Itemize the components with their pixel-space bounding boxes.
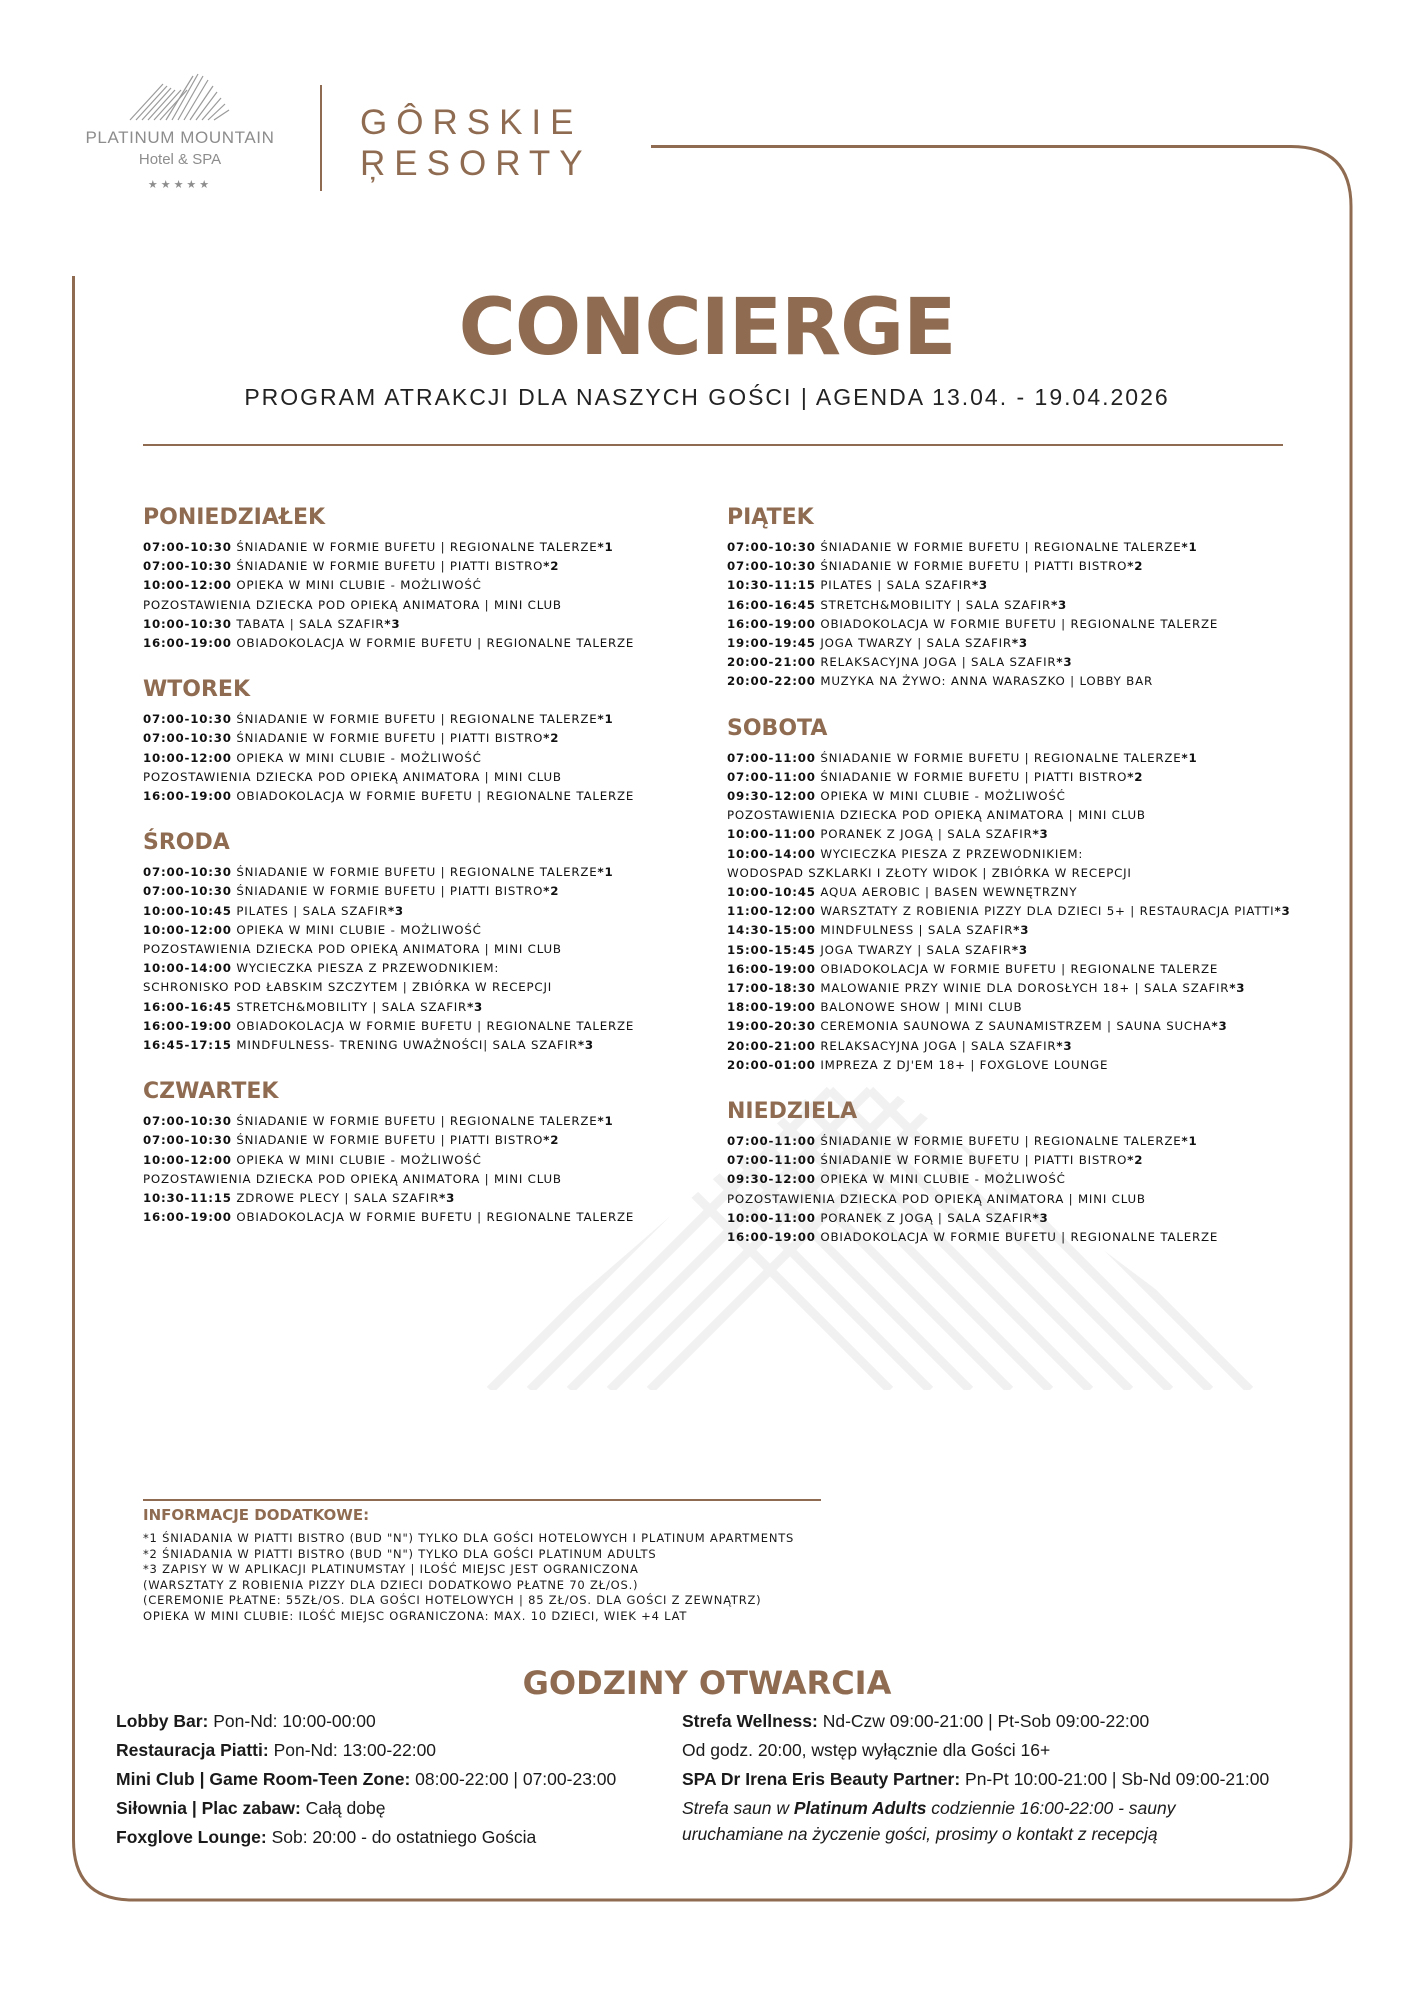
event-text: OBIADOKOLACJA W FORMIE BUFETU | REGIONALNE TALERZE xyxy=(236,1018,635,1033)
day-wtorek xyxy=(143,677,713,806)
event-text: POZOSTAWIENIA DZIECKA POD OPIEKĄ ANIMATORA | MINI CLUB xyxy=(143,942,562,957)
hours-value: 08:00-22:00 | 07:00-23:00 xyxy=(410,1769,617,1789)
event-text: ŚNIADANIE W FORMIE BUFETU | PIATTI BISTRO xyxy=(236,559,544,574)
event-time: 16:00-19:00 xyxy=(727,961,816,976)
event-time: 10:00-10:45 xyxy=(727,885,816,900)
event-text: ŚNIADANIE W FORMIE BUFETU | PIATTI BISTRO xyxy=(236,1133,544,1148)
event-row xyxy=(727,1190,1297,1209)
page-subtitle: PROGRAM ATRAKCJI DLA NASZYCH GOŚCI | AGENDA 13.04. - 19.04.2026 xyxy=(244,384,1170,410)
hours-value: Od godz. 20:00, wstęp wyłącznie dla Gości 16+ xyxy=(682,1740,1051,1760)
event-row xyxy=(727,998,1297,1017)
event-text: OBIADOKOLACJA W FORMIE BUFETU | REGIONALNE TALERZE xyxy=(236,1210,635,1225)
event-text: AQUA AEROBIC | BASEN WEWNĘTRZNY xyxy=(820,885,1078,900)
event-footnote: *3 xyxy=(1211,1019,1228,1034)
hours-value: Nd-Czw 09:00-21:00 | Pt-Sob 09:00-22:00 xyxy=(817,1711,1150,1731)
hotel-name: PLATINUM MOUNTAIN xyxy=(85,128,275,147)
event-row xyxy=(143,710,713,729)
event-time: 10:30-11:15 xyxy=(727,578,816,593)
event-time: 10:00-14:00 xyxy=(727,846,816,861)
hours-label: SPA Dr Irena Eris Beauty Partner: xyxy=(682,1769,961,1789)
event-time: 07:00-10:30 xyxy=(727,559,816,574)
day-piatek xyxy=(727,505,1297,692)
event-row xyxy=(727,883,1297,902)
event-row xyxy=(143,787,713,806)
event-time: 10:00-11:00 xyxy=(727,1210,816,1225)
hours-line xyxy=(116,1823,616,1852)
event-text: WYCIECZKA PIESZA Z PRZEWODNIKIEM: xyxy=(820,846,1084,861)
event-text: BALONOWE SHOW | MINI CLUB xyxy=(820,1000,1023,1015)
event-time: 07:00-11:00 xyxy=(727,750,816,765)
event-text: MALOWANIE PRZY WINIE DLA DOROSŁYCH 18+ | SALA SZAFIR xyxy=(820,981,1230,996)
event-row xyxy=(143,1189,713,1208)
hours-left-column xyxy=(116,1707,616,1852)
hours-line xyxy=(682,1707,1269,1736)
event-row xyxy=(727,1056,1297,1075)
event-row xyxy=(143,634,713,653)
event-text: OPIEKA W MINI CLUBIE - MOŻLIWOŚĆ xyxy=(820,1172,1066,1187)
event-footnote: *3 xyxy=(1011,942,1028,957)
event-row xyxy=(143,940,713,959)
event-text: ŚNIADANIE W FORMIE BUFETU | REGIONALNE TALERZE xyxy=(236,540,598,554)
event-text: ŚNIADANIE W FORMIE BUFETU | REGIONALNE TALERZE xyxy=(820,540,1182,554)
event-time: 07:00-10:30 xyxy=(143,712,232,727)
hours-right-column xyxy=(682,1707,1269,1846)
event-text: SCHRONISKO POD ŁABSKIM SZCZYTEM | ZBIÓRKA W RECEPCJI xyxy=(143,980,553,995)
group-logo-line-1: GÔRSKIE xyxy=(360,103,583,142)
event-time: 16:00-19:00 xyxy=(143,1018,232,1033)
event-footnote: *2 xyxy=(543,884,560,899)
event-text: PILATES | SALA SZAFIR xyxy=(236,903,388,918)
event-footnote: *1 xyxy=(597,1114,614,1129)
platinum-mountain-logo xyxy=(70,70,290,191)
event-time: 15:00-15:45 xyxy=(727,942,816,957)
event-text: OBIADOKOLACJA W FORMIE BUFETU | REGIONALNE TALERZE xyxy=(236,636,635,651)
event-time: 16:00-16:45 xyxy=(727,597,816,612)
hours-label: Siłownia | Plac zabaw: xyxy=(116,1798,301,1818)
event-row xyxy=(727,615,1297,634)
hours-value: Pon-Nd: 10:00-00:00 xyxy=(208,1711,376,1731)
sauna-note-bold: Platinum Adults xyxy=(793,1798,927,1818)
event-time: 19:00-19:45 xyxy=(727,636,816,651)
hours-value: Pn-Pt 10:00-21:00 | Sb-Nd 09:00-21:00 xyxy=(960,1769,1270,1789)
event-time: 10:00-10:45 xyxy=(143,903,232,918)
event-row xyxy=(727,749,1297,768)
event-row xyxy=(727,921,1297,940)
event-list xyxy=(727,749,1297,1075)
event-row xyxy=(143,749,713,768)
event-time: 07:00-10:30 xyxy=(143,1114,232,1129)
event-text: ŚNIADANIE W FORMIE BUFETU | PIATTI BISTRO xyxy=(820,769,1128,784)
event-text: OPIEKA W MINI CLUBIE - MOŻLIWOŚĆ xyxy=(236,578,482,593)
event-time: 07:00-10:30 xyxy=(143,731,232,746)
event-row xyxy=(727,672,1297,691)
event-row xyxy=(727,1228,1297,1247)
event-time: 14:30-15:00 xyxy=(727,923,816,938)
event-row xyxy=(727,845,1297,864)
event-footnote: *2 xyxy=(1127,559,1144,574)
event-row xyxy=(727,634,1297,653)
day-title: SOBOTA xyxy=(727,715,828,741)
event-time: 09:30-12:00 xyxy=(727,1172,816,1187)
event-row xyxy=(727,1037,1297,1056)
event-row xyxy=(727,1170,1297,1189)
group-logo-line-2: ŖESORTY xyxy=(360,144,592,183)
event-time: 10:00-12:00 xyxy=(143,750,232,765)
event-time: 16:45-17:15 xyxy=(143,1038,232,1053)
event-row xyxy=(727,653,1297,672)
event-row xyxy=(143,576,713,595)
event-text: ŚNIADANIE W FORMIE BUFETU | REGIONALNE TALERZE xyxy=(820,1134,1182,1149)
event-footnote: *2 xyxy=(543,1133,560,1148)
event-time: 20:00-21:00 xyxy=(727,655,816,670)
event-time: 17:00-18:30 xyxy=(727,981,816,996)
event-row xyxy=(727,596,1297,615)
event-footnote: *1 xyxy=(597,865,614,880)
event-time: 07:00-10:30 xyxy=(143,865,232,880)
day-sroda xyxy=(143,830,713,1055)
event-text: ŚNIADANIE W FORMIE BUFETU | REGIONALNE TALERZE xyxy=(236,712,598,727)
hours-line xyxy=(116,1707,616,1736)
event-time: 07:00-11:00 xyxy=(727,1134,816,1149)
info-divider xyxy=(143,1499,821,1501)
event-row xyxy=(727,806,1297,825)
day-title: ŚRODA xyxy=(143,830,230,856)
event-row xyxy=(143,902,713,921)
event-row xyxy=(143,978,713,997)
day-title: NIEDZIELA xyxy=(727,1099,858,1125)
event-footnote: *1 xyxy=(597,540,614,554)
info-line: OPIEKA W MINI CLUBIE: ILOŚĆ MIEJSC OGRANICZONA: MAX. 10 DZIECI, WIEK +4 LAT xyxy=(143,1608,688,1623)
event-footnote: *3 xyxy=(1011,636,1028,651)
event-time: 20:00-21:00 xyxy=(727,1038,816,1053)
hours-label: Restauracja Piatti: xyxy=(116,1740,269,1760)
event-row xyxy=(143,1151,713,1170)
event-row xyxy=(727,864,1297,883)
event-footnote: *3 xyxy=(1051,597,1068,612)
event-text: OBIADOKOLACJA W FORMIE BUFETU | REGIONALNE TALERZE xyxy=(820,961,1219,976)
event-text: STRETCH&MOBILITY | SALA SZAFIR xyxy=(236,999,468,1014)
event-text: MINDFULNESS- TRENING UWAŻNOŚCI| SALA SZAFIR xyxy=(236,1038,578,1053)
day-poniedzialek xyxy=(143,505,713,653)
hours-line xyxy=(116,1765,616,1794)
event-footnote: *3 xyxy=(1056,1038,1073,1053)
event-text: RELAKSACYJNA JOGA | SALA SZAFIR xyxy=(820,655,1057,670)
event-footnote: *2 xyxy=(543,559,560,574)
event-footnote: *3 xyxy=(1056,655,1073,670)
hours-line xyxy=(682,1736,1269,1765)
event-row xyxy=(143,882,713,901)
event-list xyxy=(727,1132,1297,1247)
hours-title: GODZINY OTWARCIA xyxy=(522,1664,892,1702)
event-row xyxy=(727,825,1297,844)
event-footnote: *2 xyxy=(1127,1153,1144,1168)
day-title: PIĄTEK xyxy=(727,505,814,530)
sauna-note-post: codziennie 16:00-22:00 - sauny xyxy=(926,1798,1176,1818)
event-text: ŚNIADANIE W FORMIE BUFETU | REGIONALNE TALERZE xyxy=(236,865,598,880)
event-list xyxy=(727,538,1297,692)
event-time: 20:00-22:00 xyxy=(727,674,816,689)
event-time: 07:00-10:30 xyxy=(143,559,232,574)
event-row xyxy=(727,902,1297,921)
event-text: ŚNIADANIE W FORMIE BUFETU | PIATTI BISTRO xyxy=(820,1153,1128,1168)
event-time: 18:00-19:00 xyxy=(727,1000,816,1015)
event-row xyxy=(143,1170,713,1189)
event-text: OBIADOKOLACJA W FORMIE BUFETU | REGIONALNE TALERZE xyxy=(820,616,1219,631)
day-title: PONIEDZIAŁEK xyxy=(143,505,326,530)
event-row xyxy=(143,729,713,748)
event-text: POZOSTAWIENIA DZIECKA POD OPIEKĄ ANIMATORA | MINI CLUB xyxy=(143,1171,562,1186)
event-footnote: *1 xyxy=(597,712,614,727)
event-row xyxy=(143,538,713,557)
event-row xyxy=(143,1017,713,1036)
event-time: 10:00-11:00 xyxy=(727,827,816,842)
event-time: 16:00-19:00 xyxy=(727,1230,816,1245)
event-row xyxy=(143,959,713,978)
info-line: (CEREMONIE PŁATNE: 55ZŁ/OS. DLA GOŚCI HOTELOWYCH | 85 ZŁ/OS. DLA GOŚCI Z ZEWNĄTRZ) xyxy=(143,1593,762,1607)
event-footnote: *1 xyxy=(1181,540,1198,554)
event-footnote: *3 xyxy=(1013,923,1030,938)
event-footnote: *2 xyxy=(1127,769,1144,784)
hours-line xyxy=(682,1765,1269,1794)
event-text: TABATA | SALA SZAFIR xyxy=(236,616,385,631)
event-footnote: *3 xyxy=(384,616,401,631)
event-time: 10:00-10:30 xyxy=(143,616,232,631)
event-text: ŚNIADANIE W FORMIE BUFETU | REGIONALNE TALERZE xyxy=(236,1114,598,1129)
mountain-icon xyxy=(125,70,235,122)
hours-label: Lobby Bar: xyxy=(116,1711,209,1731)
day-czwartek xyxy=(143,1079,713,1227)
event-row xyxy=(143,1112,713,1131)
event-row xyxy=(727,1209,1297,1228)
hours-label: Foxglove Lounge: xyxy=(116,1827,267,1847)
event-time: 16:00-19:00 xyxy=(143,636,232,651)
event-time: 10:00-14:00 xyxy=(143,961,232,976)
event-time: 16:00-19:00 xyxy=(143,789,232,804)
page-title: CONCIERGE xyxy=(458,283,956,373)
event-time: 16:00-19:00 xyxy=(727,616,816,631)
event-row xyxy=(143,1131,713,1150)
event-list xyxy=(143,710,713,806)
sauna-note xyxy=(682,1796,1269,1820)
event-time: 07:00-10:30 xyxy=(143,1133,232,1148)
hotel-subtitle: Hotel & SPA xyxy=(138,151,222,168)
hours-label: Mini Club | Game Room-Teen Zone: xyxy=(116,1769,411,1789)
event-text: OBIADOKOLACJA W FORMIE BUFETU | REGIONALNE TALERZE xyxy=(236,789,635,804)
event-footnote: *3 xyxy=(577,1038,594,1053)
event-row xyxy=(727,787,1297,806)
event-footnote: *2 xyxy=(543,731,560,746)
event-text: WYCIECZKA PIESZA Z PRZEWODNIKIEM: xyxy=(236,961,500,976)
event-text: ŚNIADANIE W FORMIE BUFETU | REGIONALNE TALERZE xyxy=(820,750,1182,765)
info-notes xyxy=(143,1531,794,1624)
event-row xyxy=(143,615,713,634)
event-time: 07:00-11:00 xyxy=(727,769,816,784)
hours-value: Całą dobę xyxy=(300,1798,386,1818)
event-text: ŚNIADANIE W FORMIE BUFETU | PIATTI BISTRO xyxy=(236,731,544,746)
event-row xyxy=(727,960,1297,979)
event-time: 16:00-19:00 xyxy=(143,1210,232,1225)
event-row xyxy=(727,1132,1297,1151)
event-text: WARSZTATY Z ROBIENIA PIZZY DLA DZIECI 5+ | RESTAURACJA PIATTI xyxy=(820,904,1275,919)
event-row xyxy=(727,1151,1297,1170)
event-row xyxy=(143,768,713,787)
event-footnote: *3 xyxy=(1229,981,1246,996)
event-row xyxy=(143,1036,713,1055)
event-time: 10:00-12:00 xyxy=(143,1152,232,1167)
event-text: POZOSTAWIENIA DZIECKA POD OPIEKĄ ANIMATORA | MINI CLUB xyxy=(727,1191,1146,1206)
event-text: PORANEK Z JOGĄ | SALA SZAFIR xyxy=(820,1210,1033,1225)
event-footnote: *3 xyxy=(1274,904,1291,919)
event-text: CEREMONIA SAUNOWA Z SAUNAMISTRZEM | SAUNA SUCHA xyxy=(820,1019,1212,1034)
event-row xyxy=(727,576,1297,595)
event-time: 19:00-20:30 xyxy=(727,1019,816,1034)
event-text: ŚNIADANIE W FORMIE BUFETU | PIATTI BISTRO xyxy=(820,559,1128,574)
event-text: JOGA TWARZY | SALA SZAFIR xyxy=(820,636,1012,651)
hours-label: Strefa Wellness: xyxy=(682,1711,818,1731)
event-text: PORANEK Z JOGĄ | SALA SZAFIR xyxy=(820,827,1033,842)
event-time: 07:00-10:30 xyxy=(143,884,232,899)
info-line: *1 ŚNIADANIA W PIATTI BISTRO (BUD "N") TYLKO DLA GOŚCI HOTELOWYCH I PLATINUM APARTMENTS xyxy=(143,1531,795,1545)
schedule-left-column xyxy=(143,505,713,1251)
event-row xyxy=(727,538,1297,557)
event-row xyxy=(143,998,713,1017)
info-line: *2 ŚNIADANIA W PIATTI BISTRO (BUD "N") TYLKO DLA GOŚCI PLATINUM ADULTS xyxy=(143,1546,657,1561)
event-text: OPIEKA W MINI CLUBIE - MOŻLIWOŚĆ xyxy=(236,1152,482,1167)
info-line: *3 ZAPISY W W APLIKACJI PLATINUMSTAY | ILOŚĆ MIEJSC JEST OGRANICZONA xyxy=(143,1562,639,1576)
gorskie-resorty-logo xyxy=(360,102,592,184)
event-time: 10:00-12:00 xyxy=(143,922,232,937)
event-text: PILATES | SALA SZAFIR xyxy=(820,578,972,593)
event-footnote: *3 xyxy=(1032,1210,1049,1225)
event-row xyxy=(727,1017,1297,1036)
event-time: 09:30-12:00 xyxy=(727,789,816,804)
hotel-stars: ★★★★★ xyxy=(147,179,213,191)
event-time: 11:00-12:00 xyxy=(727,904,816,919)
event-footnote: *1 xyxy=(1181,750,1198,765)
event-footnote: *3 xyxy=(1032,827,1049,842)
event-row xyxy=(143,557,713,576)
event-time: 07:00-10:30 xyxy=(727,540,816,554)
info-title: INFORMACJE DODATKOWE: xyxy=(143,1506,370,1524)
event-row xyxy=(727,768,1297,787)
event-text: POZOSTAWIENIA DZIECKA POD OPIEKĄ ANIMATORA | MINI CLUB xyxy=(143,597,562,612)
sauna-note-pre: Strefa saun w xyxy=(682,1798,794,1818)
event-text: POZOSTAWIENIA DZIECKA POD OPIEKĄ ANIMATORA | MINI CLUB xyxy=(727,808,1146,823)
event-text: JOGA TWARZY | SALA SZAFIR xyxy=(820,942,1012,957)
sauna-note-line-2: uruchamiane na życzenie gości, prosimy o kontakt z recepcją xyxy=(682,1824,1158,1844)
event-text: MINDFULNESS | SALA SZAFIR xyxy=(820,923,1014,938)
event-text: STRETCH&MOBILITY | SALA SZAFIR xyxy=(820,597,1052,612)
event-text: OBIADOKOLACJA W FORMIE BUFETU | REGIONALNE TALERZE xyxy=(820,1230,1219,1245)
logo-divider xyxy=(320,85,322,191)
event-footnote: *3 xyxy=(387,903,404,918)
event-time: 07:00-11:00 xyxy=(727,1153,816,1168)
event-row xyxy=(143,1208,713,1227)
event-footnote: *3 xyxy=(439,1191,456,1206)
event-time: 10:30-11:15 xyxy=(143,1191,232,1206)
event-text: OPIEKA W MINI CLUBIE - MOŻLIWOŚĆ xyxy=(820,789,1066,804)
header-divider xyxy=(143,444,1283,446)
event-time: 07:00-10:30 xyxy=(143,540,232,554)
event-text: OPIEKA W MINI CLUBIE - MOŻLIWOŚĆ xyxy=(236,922,482,937)
schedule-right-column xyxy=(727,505,1297,1271)
hours-line xyxy=(116,1736,616,1765)
event-row xyxy=(727,557,1297,576)
event-time: 10:00-12:00 xyxy=(143,578,232,593)
event-row xyxy=(143,863,713,882)
hours-line xyxy=(116,1794,616,1823)
event-text: ŚNIADANIE W FORMIE BUFETU | PIATTI BISTRO xyxy=(236,884,544,899)
event-row xyxy=(143,596,713,615)
hours-value: Pon-Nd: 13:00-22:00 xyxy=(268,1740,437,1760)
day-title: WTOREK xyxy=(143,677,250,703)
event-text: RELAKSACYJNA JOGA | SALA SZAFIR xyxy=(820,1038,1057,1053)
event-list xyxy=(143,538,713,653)
info-line: (WARSZTATY Z ROBIENIA PIZZY DLA DZIECI DODATKOWO PŁATNE 70 ZŁ/OS.) xyxy=(143,1577,639,1592)
day-sobota xyxy=(727,716,1297,1075)
event-row xyxy=(143,921,713,940)
hours-value: Sob: 20:00 - do ostatniego Gościa xyxy=(266,1827,537,1847)
event-time: 16:00-16:45 xyxy=(143,999,232,1014)
event-list xyxy=(143,1112,713,1227)
event-footnote: *3 xyxy=(467,999,484,1014)
event-footnote: *3 xyxy=(971,578,988,593)
event-time: 20:00-01:00 xyxy=(727,1057,816,1072)
event-text: IMPREZA Z DJ'EM 18+ | FOXGLOVE LOUNGE xyxy=(820,1057,1109,1072)
event-text: ZDROWE PLECY | SALA SZAFIR xyxy=(236,1191,440,1206)
event-row xyxy=(727,941,1297,960)
event-text: WODOSPAD SZKLARKI I ZŁOTY WIDOK | ZBIÓRKA W RECEPCJI xyxy=(727,865,1132,880)
day-niedziela xyxy=(727,1099,1297,1247)
day-title: CZWARTEK xyxy=(143,1079,279,1105)
event-list xyxy=(143,863,713,1055)
event-row xyxy=(727,979,1297,998)
event-footnote: *1 xyxy=(1181,1134,1198,1149)
event-text: MUZYKA NA ŻYWO: ANNA WARASZKO | LOBBY BAR xyxy=(820,674,1153,689)
event-text: OPIEKA W MINI CLUBIE - MOŻLIWOŚĆ xyxy=(236,750,482,765)
event-text: POZOSTAWIENIA DZIECKA POD OPIEKĄ ANIMATORA | MINI CLUB xyxy=(143,769,562,784)
